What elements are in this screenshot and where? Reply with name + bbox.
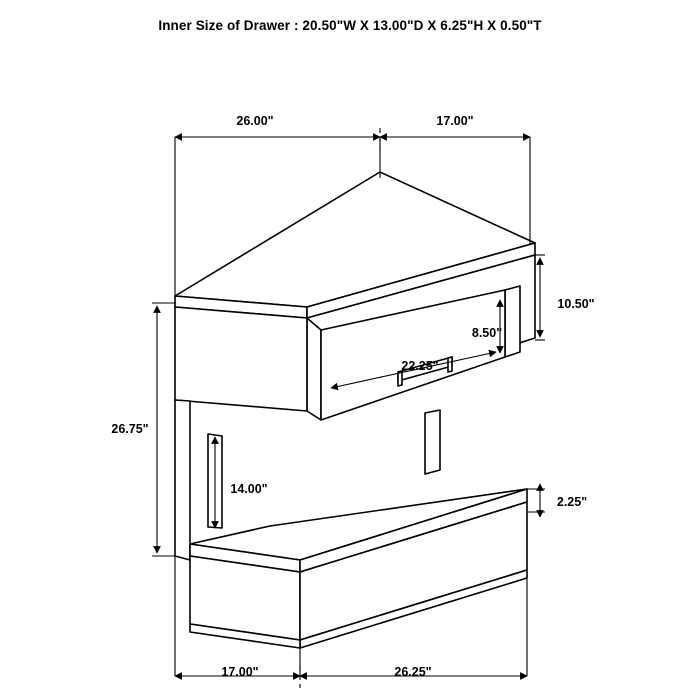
nightstand-body: [175, 172, 535, 648]
dim-label-bottom-right-width: 26.25": [394, 665, 432, 679]
dim-label-top-right-depth: 17.00": [436, 114, 474, 128]
dim-label-bottom-left-depth: 17.00": [221, 665, 259, 679]
left-leg-post: [175, 400, 190, 560]
right-side-inner-rail: [505, 286, 520, 357]
dim-label-drawer-inner-depth: 8.50": [471, 326, 503, 340]
rear-post: [425, 410, 440, 474]
dim-label-drawer-face-height: 10.50": [557, 297, 595, 311]
dim-label-base-thickness: 2.25": [556, 495, 588, 509]
dim-label-overall-height: 26.75": [111, 422, 149, 436]
page-title: Inner Size of Drawer : 20.50"W X 13.00"D X 6.25"H X 0.50"T: [158, 18, 542, 33]
dim-label-drawer-face-width: 22.25": [401, 359, 439, 373]
drawer-front-face: [307, 318, 321, 420]
dim-label-shelf-clearance: 14.00": [230, 482, 268, 496]
cabinet-left-face: [175, 307, 307, 411]
dim-label-top-left-width: 26.00": [236, 114, 274, 128]
